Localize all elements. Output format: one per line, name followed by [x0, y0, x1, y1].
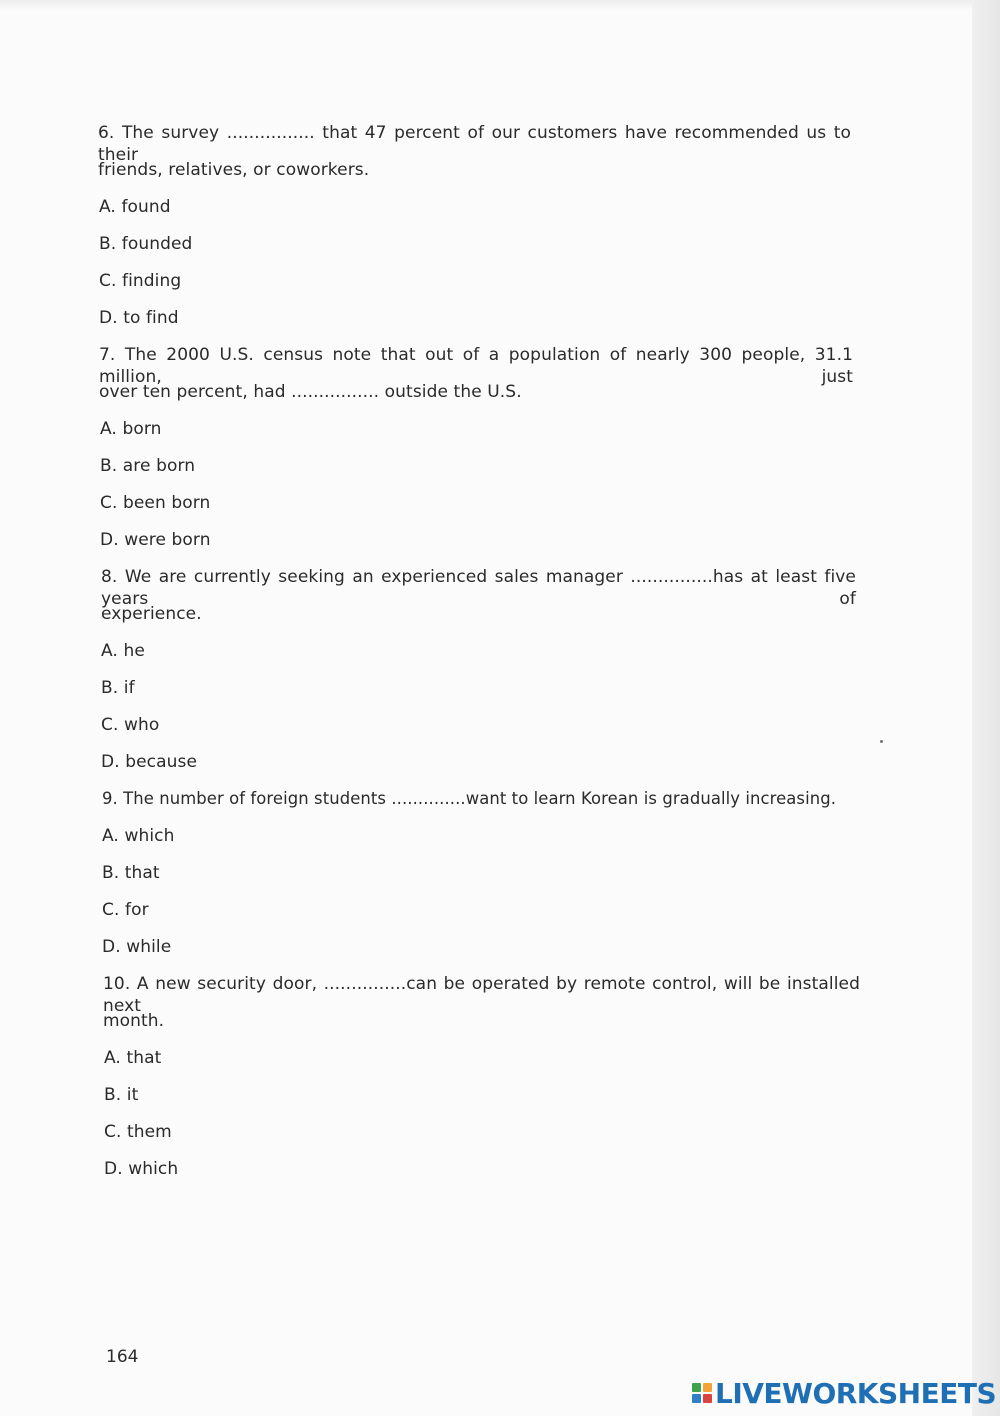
question-10-stem-continued: month. [103, 1011, 165, 1031]
question-6-stem-continued: friends, relatives, or coworkers. [98, 160, 370, 180]
liveworksheets-wordmark: LIVEWORKSHEETS [715, 1376, 997, 1410]
question-7-stem-continued: over ten percent, had ................ outside the U.S. [99, 382, 522, 402]
question-9-option-d[interactable]: D. while [102, 937, 172, 957]
question-6-option-d[interactable]: D. to find [99, 308, 179, 328]
question-8-option-b[interactable]: B. if [101, 678, 135, 698]
question-10-option-b[interactable]: B. it [104, 1085, 139, 1105]
scan-edge-top [0, 0, 1000, 10]
question-9-option-b[interactable]: B. that [102, 863, 160, 883]
question-7-option-a[interactable]: A. born [100, 419, 162, 439]
question-9-option-a[interactable]: A. which [102, 826, 175, 846]
question-10-option-a[interactable]: A. that [104, 1048, 162, 1068]
question-6-option-b[interactable]: B. founded [99, 234, 193, 254]
question-10-option-d[interactable]: D. which [104, 1159, 179, 1179]
question-8-option-a[interactable]: A. he [101, 641, 145, 661]
page-number: 164 [106, 1347, 139, 1367]
question-9-stem: 9. The number of foreign students ..............want to learn Korean is gradually increasing. [102, 789, 837, 808]
liveworksheets-logo[interactable] [692, 1376, 996, 1410]
scan-edge-right [972, 0, 1000, 1416]
question-6-option-c[interactable]: C. finding [99, 271, 182, 291]
liveworksheets-grid-icon [692, 1383, 712, 1403]
question-9-option-c[interactable]: C. for [102, 900, 149, 920]
question-6-stem: 6. The survey ................ that 47 percent of our customers have recommended us to their [98, 123, 851, 165]
question-8-option-c[interactable]: C. who [101, 715, 160, 735]
question-7-option-b[interactable]: B. are born [100, 456, 196, 476]
question-8-option-d[interactable]: D. because [101, 752, 198, 772]
question-7-option-c[interactable]: C. been born [100, 493, 211, 513]
question-8-stem: 8. We are currently seeking an experienced sales manager ...............has at least five years of [101, 567, 856, 609]
question-6-option-a[interactable]: A. found [99, 197, 171, 217]
question-10-stem: 10. A new security door, ...............can be operated by remote control, will be installed next [103, 974, 860, 1016]
question-8-stem-continued: experience. [101, 604, 202, 624]
scan-speck [880, 740, 883, 743]
question-7-option-d[interactable]: D. were born [100, 530, 211, 550]
question-7-stem: 7. The 2000 U.S. census note that out of a population of nearly 300 people, 31.1 million, just [99, 345, 853, 387]
question-10-option-c[interactable]: C. them [104, 1122, 172, 1142]
